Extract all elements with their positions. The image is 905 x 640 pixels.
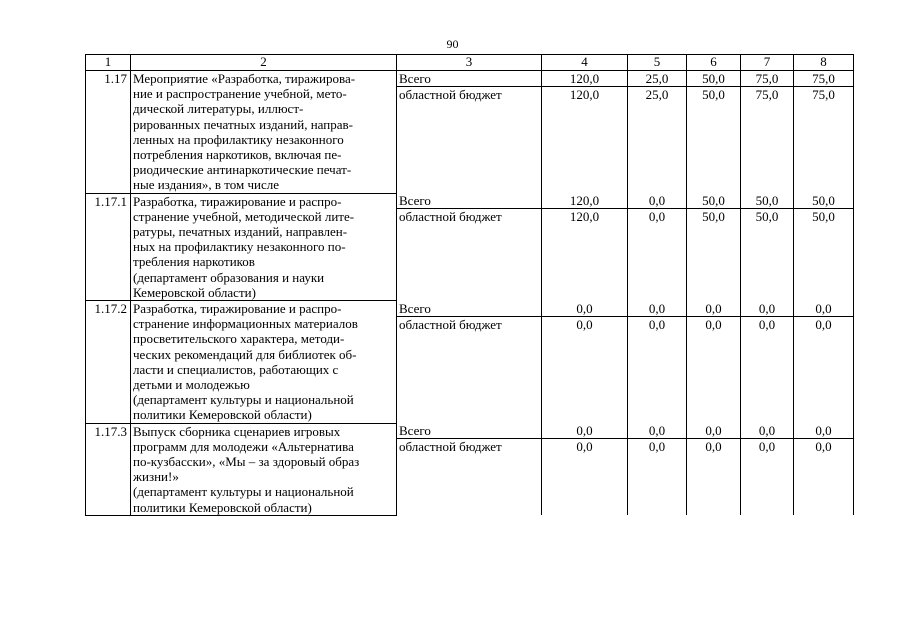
description-line: ние и распространение учебной, мето- — [133, 86, 347, 102]
item-number: 1.17.3 — [86, 423, 131, 515]
column-header: 3 — [397, 55, 542, 71]
amount-value: 25,0 — [645, 87, 669, 102]
column-header: 1 — [86, 55, 131, 71]
amount-value: 0,0 — [542, 301, 627, 317]
amount-value: 0,0 — [794, 301, 853, 317]
amount-value: 0,0 — [758, 439, 776, 455]
amount-value: 75,0 — [812, 87, 835, 102]
amount-cell — [628, 301, 687, 424]
amount-value: 75,0 — [794, 71, 853, 87]
description-line: (департамент культуры и национальной — [133, 484, 354, 500]
description-line: Разработка, тиражирование и распро- — [133, 301, 342, 317]
funding-source-cell — [397, 301, 542, 424]
amount-cell — [687, 423, 741, 515]
item-number: 1.17.1 — [86, 193, 131, 300]
amount-value: 0,0 — [628, 301, 686, 317]
amount-value: 0,0 — [648, 439, 666, 455]
amount-value: 0,0 — [648, 209, 666, 225]
amount-value: 25,0 — [628, 71, 686, 87]
amount-cell — [628, 193, 687, 300]
funding-source: Всего — [397, 301, 541, 317]
column-header: 7 — [741, 55, 794, 71]
amount-cell — [687, 193, 741, 300]
column-number-row — [86, 55, 854, 71]
description-line: дической литературы, иллюст- — [133, 101, 304, 117]
amount-value: 75,0 — [741, 71, 793, 87]
funding-source: Всего — [397, 423, 541, 439]
amount-cell — [628, 71, 687, 194]
description-line: ческих рекомендаций для библиотек об- — [133, 346, 357, 362]
amount-cell — [794, 193, 854, 300]
amount-cell — [794, 423, 854, 515]
amount-value: 0,0 — [576, 439, 593, 455]
funding-source: областной бюджет — [399, 87, 502, 102]
column-header: 5 — [628, 55, 687, 71]
amount-value: 50,0 — [687, 193, 740, 209]
description-line: странение учебной, методической лите- — [133, 208, 355, 224]
description-line: ласти и специалистов, работающих с — [133, 361, 339, 377]
item-description — [131, 301, 397, 424]
amount-cell — [794, 71, 854, 194]
description-line: политики Кемеровской области) — [133, 499, 312, 515]
funding-source: областной бюджет — [399, 316, 502, 332]
amount-value: 0,0 — [815, 316, 832, 332]
description-line: потребления наркотиков, включая пе- — [133, 147, 342, 163]
amount-value: 0,0 — [628, 193, 686, 209]
description-line: по-кузбасски», «Мы – за здоровый образ — [133, 454, 360, 470]
funding-source-cell — [397, 423, 542, 515]
amount-value: 0,0 — [648, 316, 666, 332]
funding-source: областной бюджет — [399, 439, 502, 455]
description-line: Кемеровской области) — [133, 284, 256, 300]
amount-cell — [794, 301, 854, 424]
amount-value: 0,0 — [705, 316, 722, 332]
table-row — [86, 423, 854, 515]
item-description — [131, 193, 397, 300]
amount-value: 50,0 — [755, 209, 779, 225]
amount-value: 120,0 — [569, 87, 600, 102]
amount-cell — [542, 193, 628, 300]
funding-source: Всего — [397, 193, 541, 209]
table-row — [86, 301, 854, 424]
description-line: детьми и молодежью — [133, 377, 250, 393]
description-line: ные издания», в том числе — [133, 177, 279, 193]
program-table — [85, 54, 854, 516]
description-line: программ для молодежи «Альтернатива — [133, 438, 354, 454]
item-number: 1.17 — [86, 71, 131, 194]
amount-cell — [687, 301, 741, 424]
amount-value: 120,0 — [542, 193, 627, 209]
amount-value: 0,0 — [628, 423, 686, 439]
table-row — [86, 193, 854, 300]
amount-cell — [542, 423, 628, 515]
description-line: Разработка, тиражирование и распро- — [133, 193, 342, 209]
item-description — [131, 423, 397, 515]
description-line: жизни!» — [133, 469, 179, 485]
funding-source: областной бюджет — [399, 209, 502, 225]
description-line: риодические антинаркотические печат- — [133, 162, 352, 178]
column-header: 2 — [131, 55, 397, 71]
item-number: 1.17.2 — [86, 301, 131, 424]
amount-value: 50,0 — [794, 193, 853, 209]
amount-value: 0,0 — [687, 301, 740, 317]
description-line: (департамент образования и науки — [133, 269, 325, 285]
column-header: 4 — [542, 55, 628, 71]
amount-cell — [687, 71, 741, 194]
amount-value: 50,0 — [702, 209, 725, 225]
description-line: ратуры, печатных изданий, направлен- — [133, 224, 348, 240]
funding-source-cell — [397, 71, 542, 194]
description-line: политики Кемеровской области) — [133, 407, 312, 423]
column-header: 8 — [794, 55, 854, 71]
amount-value: 0,0 — [687, 423, 740, 439]
item-description — [131, 71, 397, 194]
description-line: требления наркотиков — [133, 254, 255, 270]
description-line: Мероприятие «Разработка, тиражирова- — [133, 71, 356, 86]
description-line: просветительского характера, методи- — [133, 331, 345, 347]
description-line: рированных печатных изданий, направ- — [133, 116, 353, 132]
amount-value: 120,0 — [569, 209, 600, 225]
amount-value: 50,0 — [687, 71, 740, 87]
amount-value: 0,0 — [576, 316, 593, 332]
column-header: 6 — [687, 55, 741, 71]
amount-value: 0,0 — [794, 423, 853, 439]
amount-cell — [628, 423, 687, 515]
amount-value: 0,0 — [705, 439, 722, 455]
description-line: (департамент культуры и национальной — [133, 392, 354, 408]
amount-value: 0,0 — [542, 423, 627, 439]
table-row — [86, 71, 854, 194]
amount-cell — [542, 71, 628, 194]
description-line: ных на профилактику незаконного по- — [133, 239, 346, 255]
amount-value: 0,0 — [758, 316, 776, 332]
amount-cell — [741, 423, 794, 515]
amount-value: 50,0 — [702, 87, 725, 102]
amount-value: 50,0 — [812, 209, 835, 225]
funding-source: Всего — [397, 71, 541, 87]
page-number: 90 — [446, 37, 459, 51]
amount-cell — [741, 71, 794, 194]
description-line: странение информационных материалов — [133, 316, 358, 332]
amount-cell — [741, 301, 794, 424]
amount-value: 0,0 — [741, 301, 793, 317]
amount-value: 120,0 — [542, 71, 627, 87]
amount-cell — [741, 193, 794, 300]
funding-source-cell — [397, 193, 542, 300]
amount-value: 0,0 — [741, 423, 793, 439]
amount-cell — [542, 301, 628, 424]
amount-value: 75,0 — [755, 87, 779, 102]
amount-value: 50,0 — [741, 193, 793, 209]
amount-value: 0,0 — [815, 439, 832, 455]
description-line: Выпуск сборника сценариев игровых — [133, 423, 341, 439]
description-line: ленных на профилактику незаконного — [133, 131, 344, 147]
